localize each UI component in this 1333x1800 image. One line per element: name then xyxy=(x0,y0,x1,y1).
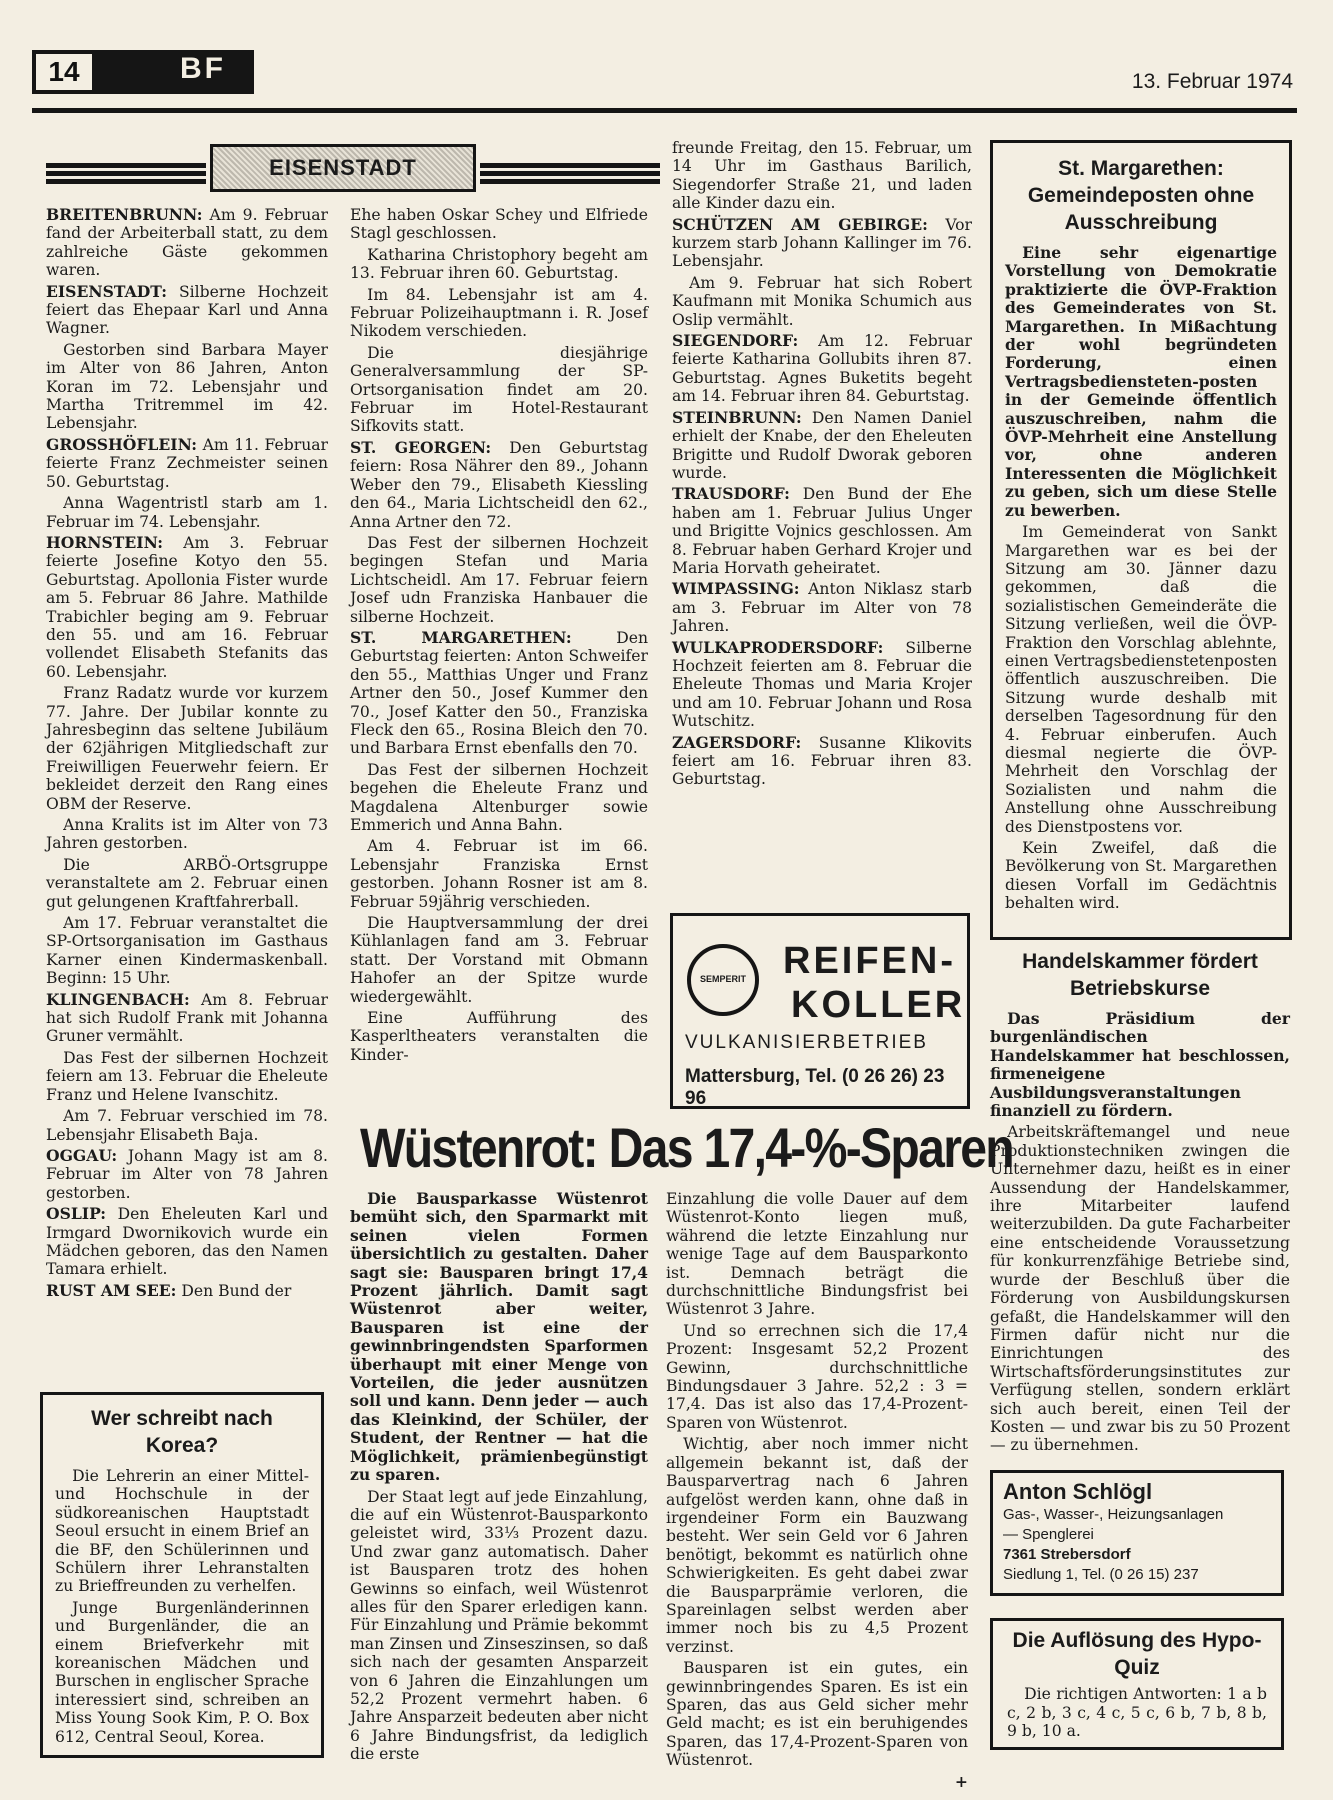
news-item xyxy=(46,206,328,280)
wuestenrot-column-2 xyxy=(666,1190,968,1791)
news-column-3 xyxy=(672,139,972,792)
ad-line: Gas-, Wasser-, Heizungsanlagen xyxy=(1003,1506,1224,1523)
handelskammer-lead: Das Präsidium der burgenländischen Handelskammer hat beschlossen, firmeneigene Ausbildungsveranstaltungen finanziell zu fördern. xyxy=(990,1009,1290,1121)
quiz-body: Die richtigen Antworten: 1 a b c, 2 b, 3 c, 4 c, 5 c, 6 b, 7 b, 8 b, 9 b, 10 a. xyxy=(1007,1685,1267,1741)
news-text: Die Hauptversammlung der drei Kühlanlagen fand am 3. Februar statt. Der Vorstand mit Obmann Hahofer an der Spitze wurde wiedergewählt. xyxy=(350,914,648,1006)
place-name: TRAUSDORF: xyxy=(672,484,790,504)
news-item xyxy=(350,206,648,243)
news-text: Am 9. Februar fand der Arbeiterball statt, zu dem zahlreiche Gäste gekommen waren. xyxy=(46,206,328,280)
news-text: Den Geburtstag feiern: Rosa Nährer den 89., Johann Weber den 79., Elisabeth Kiessling den 64., Maria Lichtscheidl den 62., Anna Artner den 72. xyxy=(350,438,648,531)
quiz-title: Die Auflösung des Hypo-Quiz xyxy=(1012,1629,1262,1679)
news-item xyxy=(46,684,328,813)
news-item xyxy=(350,286,648,341)
news-item xyxy=(46,1107,328,1144)
news-text: Ehe haben Oskar Schey und Elfriede Stagl geschlossen. xyxy=(350,206,648,243)
news-text: Den Geburtstag feierten: Anton Schweifer den 55., Matthias Unger und Franz Artner den 50., Josef Kummer den 70., Josef Katter den 50., Franziska Fleck den 65., Rosina Bleich den 70. und Barbara Ernst ebenfalls den 70. xyxy=(350,628,648,758)
place-name: EISENSTADT: xyxy=(46,281,168,301)
korea-paragraph: Die Lehrerin an einer Mittel- und Hochschule in der südkoreanischen Hauptstadt Seoul ersucht in einem Brief an die BF, den Schülerinnen und Schülern ihrer Lehranstalten zu Brieffreunden zu verhelfen. xyxy=(55,1467,309,1596)
news-text: Silberne Hochzeit feiert das Ehepaar Karl und Anna Wagner. xyxy=(46,282,328,338)
news-text: Katharina Christophory begeht am 13. Februar ihren 60. Geburtstag. xyxy=(350,245,648,283)
wuestenrot-paragraph: Bausparen ist ein gutes, ein gewinnbringendes Sparen. Es ist ein Sparen, das aus Geld sicher mehr Geld macht; es ist ein beruhigendes Sparen, das 17,4-Prozent-Sparen von Wüstenrot. xyxy=(666,1659,968,1770)
korea-body xyxy=(55,1467,309,1746)
handelskammer-body xyxy=(990,1010,1290,1455)
place-name: ST. MARGARETHEN: xyxy=(350,627,572,647)
news-item xyxy=(672,216,972,271)
place-name: ST. GEORGEN: xyxy=(350,437,492,457)
ad-line: 7361 Strebersdorf xyxy=(1003,1546,1131,1563)
news-item xyxy=(46,283,328,338)
news-text: Am 17. Februar veranstaltet die SP-Ortsorganisation im Gasthaus Karner einen Kindermaskenball. Beginn: 15 Uhr. xyxy=(46,914,328,988)
handelskammer-paragraph: Arbeitskräftemangel und neue Produktionstechniken zwingen die Unternehmer dazu, heißt es in einer Aussendung der Handelskammer, ihre Mitarbeiter laufend weiterzubilden. Da gute Facharbeiter eine entscheidende Voraussetzung für konkurrenzfähige Betriebe sind, wurde der Beschluß über die Förderung von Ausbildungskursen gefaßt, die Handelskammer will den Firmen dafür nicht nur die Einrichtungen des Wirtschaftsförderungsinstitutes zur Verfügung stellen, sondern erklärt sich auch bereit, einen Teil der Kosten — und zwar bis zu 50 Prozent — zu übernehmen. xyxy=(990,1123,1290,1455)
issue-date: 13. Februar 1974 xyxy=(1131,70,1293,93)
handelskammer-title: Handelskammer fördert Betriebskurse xyxy=(1022,950,1258,1000)
place-name: KLINGENBACH: xyxy=(46,989,190,1009)
ad-line-2: KOLLER xyxy=(791,984,966,1026)
ad-line-1: REIFEN- xyxy=(783,940,956,982)
schloegl-ad xyxy=(990,1470,1284,1596)
place-name: WULKAPRODERSDORF: xyxy=(672,637,884,657)
wuestenrot-column-1 xyxy=(350,1190,648,1767)
reifen-koller-ad xyxy=(670,913,970,1109)
news-item xyxy=(46,436,328,491)
news-text: Eine Aufführung des Kasperltheaters veranstalten die Kinder- xyxy=(350,1009,648,1064)
logo-text: SEMPERIT xyxy=(699,974,746,984)
news-item xyxy=(672,274,972,329)
news-text: freunde Freitag, den 15. Februar, um 14 Uhr im Gasthaus Barilich, Siegendorfer Straße 21, und laden alle Kinder dazu ein. xyxy=(672,139,972,213)
news-item xyxy=(672,639,972,731)
banner-lines-left xyxy=(46,163,206,187)
section-label: BF xyxy=(180,52,226,85)
news-text: Das Fest der silbernen Hochzeit begingen Stefan und Maria Lichtscheidl. Am 17. Februar feiern Josef udn Franziska Hanbauer die silberne Hochzeit. xyxy=(350,533,648,626)
page-number: 14 xyxy=(36,54,92,90)
news-text: Die diesjährige Generalversammlung der SP-Ortsorganisation findet am 20. Februar im Hotel-Restaurant Sifkovits statt. xyxy=(350,343,648,436)
news-item xyxy=(350,439,648,531)
news-item xyxy=(46,534,328,681)
banner-lines-right xyxy=(480,163,660,187)
news-item xyxy=(46,816,328,853)
margarethen-paragraph: Kein Zweifel, daß die Bevölkerung von St. Margarethen diesen Vorfall im Gedächtnis behalten wird. xyxy=(1005,839,1277,913)
news-column-1 xyxy=(46,206,328,1303)
place-name: SIEGENDORF: xyxy=(672,331,799,351)
end-mark: + xyxy=(954,1771,968,1791)
news-text: Den Namen Daniel erhielt der Knabe, der den Eheleuten Brigitte und Rudolf Dworak geboren wurde. xyxy=(672,408,972,482)
news-text: Den Eheleuten Karl und Irmgard Dwornikovich wurde ein Mädchen geboren, das den Namen Tamara erhielt. xyxy=(46,1205,328,1279)
place-name: GROSSHÖFLEIN: xyxy=(46,434,198,454)
margarethen-lead: Eine sehr eigenartige Vorstellung von Demokratie praktizierte die ÖVP-Fraktion des Gemeinderates von St. Margarethen. In Mißachtung der wohl begründeten Forderung, einen Vertragsbediensteten-posten in der Gemeinde öffentlich auszuschreiben, nahm die ÖVP-Mehrheit eine Anstellung vor, ohne anderen Interessenten die Möglichkeit zu geben, sich um diese Stelle zu bewerben. xyxy=(1005,243,1277,520)
news-item xyxy=(46,494,328,531)
news-text: Am 12. Februar feierte Katharina Gollubits ihren 87. Geburtstag. Agnes Buketits begeht am 14. Februar ihren 84. Geburtstag. xyxy=(672,332,972,406)
wuestenrot-paragraph: Wichtig, aber noch immer nicht allgemein bekannt ist, daß der Bausparvertrag nach 6 Jahren aufgelöst werden kann, ohne daß in irgendeiner Form ein Bauzwang besteht. Wer sein Geld vor 6 Jahren benötigt, bekommt es natürlich ohne Schwierigkeiten. Es geht dabei zwar die Bausparprämie verloren, die Spareinlagen selbst werden aber immer noch bis zu 4,5 Prozent verzinst. xyxy=(666,1435,968,1656)
wuestenrot-paragraph: Und so errechnen sich die 17,4 Prozent: Insgesamt 52,2 Prozent Gewinn, durchschnittliche Bindungsdauer 3 Jahre. 52,2 : 3 = 17,4. Das ist also das 17,4-Prozent-Sparen von Wüstenrot. xyxy=(666,1321,968,1432)
news-text: Silberne Hochzeit feierten am 8. Februar die Eheleute Thomas und Maria Krojer und am 10. Februar Johann und Rosa Wutschitz. xyxy=(672,638,972,731)
place-name: WIMPASSING: xyxy=(672,579,800,599)
news-text: Johann Magy ist am 8. Februar im Alter von 78 Jahren gestorben. xyxy=(46,1146,328,1202)
news-item xyxy=(672,332,972,406)
ad-line: — Spenglerei xyxy=(1003,1526,1094,1543)
margarethen-title: St. Margarethen: Gemeindeposten ohne Ausschreibung xyxy=(1027,157,1255,234)
place-name: SCHÜTZEN AM GEBIRGE: xyxy=(672,214,928,234)
news-text: Anna Kralits ist im Alter von 73 Jahren gestorben. xyxy=(46,816,328,853)
news-item xyxy=(46,914,328,988)
place-name: BREITENBRUNN: xyxy=(46,205,203,224)
news-text: Gestorben sind Barbara Mayer im Alter von 86 Jahren, Anton Koran im 72. Lebensjahr und Martha Tritremmel im 42. Lebensjahr. xyxy=(46,340,328,433)
wuestenrot-paragraph: Der Staat legt auf jede Einzahlung, die auf ein Wüstenrot-Bausparkonto geleistet wird, 33⅓ Prozent dazu. Und zwar ganz automatisch. Daher ist Bausparen trotz des hohen Gewinns so einfach, weil Wüstenrot alles für den Sparer erledigen kann. Für Einzahlung und Prämie bekommt man Zinsen und Zinseszinsen, so daß sich nach der gesamten Ansparzeit von 6 Jahren die Einzahlungen um 52,2 Prozent vermehrt haben. 6 Jahre Ansparzeit bedeuten aber nicht 6 Jahre Bindungsfrist, da lediglich die erste xyxy=(350,1487,648,1764)
ad-line-4: Mattersburg, Tel. (0 26 26) 23 96 xyxy=(685,1066,945,1109)
news-item xyxy=(672,734,972,789)
news-column-2 xyxy=(350,206,648,1067)
news-text: Am 3. Februar feierte Josefine Kotyo den 55. Geburtstag. Apollonia Fister wurde am 5. Februar 86 Jahre. Mathilde Trabichler beging am 9. Februar den 55. und am 16. Februar vollendet Elisabeth Stefanits das 60. Lebensjahr. xyxy=(46,533,328,681)
news-item xyxy=(350,534,648,626)
wuestenrot-paragraph: Einzahlung die volle Dauer auf dem Wüstenrot-Konto liegen muß, während die letzte Einzahlung nur wenige Tage auf dem Bausparkonto ist. Demnach beträgt die durchschnittliche Bindungsfrist bei Wüstenrot 3 Jahre. xyxy=(666,1190,968,1319)
news-item xyxy=(46,1282,328,1300)
place-name: OGGAU: xyxy=(46,1145,118,1165)
place-name: OSLIP: xyxy=(46,1204,107,1224)
quiz-box xyxy=(990,1618,1284,1750)
news-item xyxy=(46,991,328,1046)
place-name: ZAGERSDORF: xyxy=(672,732,802,752)
news-text: Susanne Klikovits feiert am 16. Februar ihren 83. Geburtstag. xyxy=(672,733,972,789)
news-text: Am 4. Februar ist im 66. Lebensjahr Franziska Ernst gestorben. Johann Rosner ist am 8. Februar 59jährig verschieden. xyxy=(350,837,648,911)
place-name: HORNSTEIN: xyxy=(46,532,164,552)
ad-name: Anton Schlögl xyxy=(1003,1479,1153,1504)
korea-paragraph: Junge Burgenländerinnen und Burgenländer, die an einem Briefverkehr mit koreanischen Mädchen und Burschen in englischer Sprache interessiert sind, schreiben an Miss Young Sook Kim, P. O. Box 612, Central Seoul, Korea. xyxy=(55,1598,309,1746)
news-text: Den Bund der xyxy=(176,1281,292,1300)
news-text: Das Fest der silbernen Hochzeit begehen die Eheleute Franz und Magdalena Altenburger sowie Emmerich und Anna Bahn. xyxy=(350,760,648,834)
margarethen-body xyxy=(1005,244,1277,913)
news-text: Am 9. Februar hat sich Robert Kaufmann mit Monika Schumich aus Oslip vermählt. xyxy=(672,273,972,329)
news-item xyxy=(672,139,972,213)
news-text: Das Fest der silbernen Hochzeit feiern am 13. Februar die Eheleute Franz und Helene Ivanschitz. xyxy=(46,1048,328,1104)
korea-title: Wer schreibt nach Korea? xyxy=(91,1407,273,1457)
news-text: Anton Niklasz starb am 3. Februar im Alter von 78 Jahren. xyxy=(672,580,972,636)
section-banner-label: EISENSTADT xyxy=(269,155,417,180)
margarethen-article xyxy=(990,140,1292,940)
news-item xyxy=(46,1049,328,1104)
ad-line-3: VULKANISIERBETRIEB xyxy=(685,1032,928,1053)
news-text: Im 84. Lebensjahr ist am 4. Februar Polizeihauptmann i. R. Josef Nikodem verschieden. xyxy=(350,285,648,341)
korea-article xyxy=(40,1392,324,1758)
news-item xyxy=(46,1205,328,1279)
news-item xyxy=(350,914,648,1006)
ad-line: Siedlung 1, Tel. (0 26 15) 237 xyxy=(1003,1566,1199,1583)
news-item xyxy=(350,1009,648,1064)
handelskammer-article xyxy=(990,948,1290,1458)
news-text: Den Bund der Ehe haben am 1. Februar Julius Unger und Brigitte Vojnics geschlossen. Am 8. Februar haben Gerhard Krojer und Maria Horvath geheiratet. xyxy=(672,485,972,577)
place-name: STEINBRUNN: xyxy=(672,407,802,427)
section-banner xyxy=(210,144,476,192)
place-name: RUST AM SEE: xyxy=(46,1280,177,1300)
news-item xyxy=(350,246,648,283)
wuestenrot-lead: Die Bausparkasse Wüstenrot bemüht sich, den Sparmarkt mit seinen vielen Formen übersichtlich zu gestalten. Daher sagt sie: Bausparen bringt 17,4 Prozent jährlich. Damit sagt Wüstenrot aber weiter, Bausparen ist eine der gewinnbringendsten Sparformen überhaupt mit einer Menge von Vorteilen, die jeder ausnützen soll und kann. Denn jeder — auch das Kleinkind, der Schüler, der Student, der Rentner — hat die Möglichkeit, prämienbegünstigt zu sparen. xyxy=(350,1189,648,1485)
news-item xyxy=(672,580,972,635)
news-item xyxy=(46,341,328,433)
news-item xyxy=(350,837,648,911)
news-item xyxy=(46,1147,328,1202)
news-text: Die ARBÖ-Ortsgruppe veranstaltete am 2. Februar einen gut gelungenen Kraftfahrerball. xyxy=(46,855,328,911)
news-text: Am 11. Februar feierte Franz Zechmeister seinen 50. Geburtstag. xyxy=(46,435,328,491)
semperit-logo-icon xyxy=(687,944,759,1016)
news-item xyxy=(350,761,648,835)
news-text: Franz Radatz wurde vor kurzem 77. Jahre. Der Jubilar konnte zu Jahresbeginn das seltene Jubiläum der 62jährigen Mitgliedschaft zur Freiwilligen Feuerwehr feiern. Er bekleidet derzeit den Rang eines OBM der Reserve. xyxy=(46,684,328,813)
news-item xyxy=(672,485,972,577)
news-item xyxy=(672,409,972,483)
header-rule xyxy=(32,108,1297,113)
news-item xyxy=(350,629,648,758)
news-text: Vor kurzem starb Johann Kallinger im 76. Lebensjahr. xyxy=(672,215,972,271)
news-item xyxy=(350,344,648,436)
news-text: Anna Wagentristl starb am 1. Februar im 74. Lebensjahr. xyxy=(46,494,328,531)
news-text: Am 7. Februar verschied im 78. Lebensjahr Elisabeth Baja. xyxy=(46,1107,328,1144)
news-text: Am 8. Februar hat sich Rudolf Frank mit Johanna Gruner vermählt. xyxy=(46,990,328,1046)
wuestenrot-headline: Wüstenrot: Das 17,4-%-Sparen xyxy=(360,1116,1013,1179)
news-item xyxy=(46,856,328,911)
margarethen-paragraph: Im Gemeinderat von Sankt Margarethen war es bei der Sitzung am 30. Jänner dazu gekommen, daß die sozialistischen Gemeinderäte die Sitzung verließen, weil die ÖVP-Fraktion den Vorschlag ablehnte, einen Vertragsbedienstetenposten öffentlich auszuschreiben. Die Sitzung wurde deshalb mit derselben Tagesordnung für den 4. Februar einberufen. Auch diesmal negierte die ÖVP-Mehrheit den Vorschlag der Sozialisten und nahm die Anstellung ohne Ausschreibung des Dienstpostens vor. xyxy=(1005,523,1277,836)
